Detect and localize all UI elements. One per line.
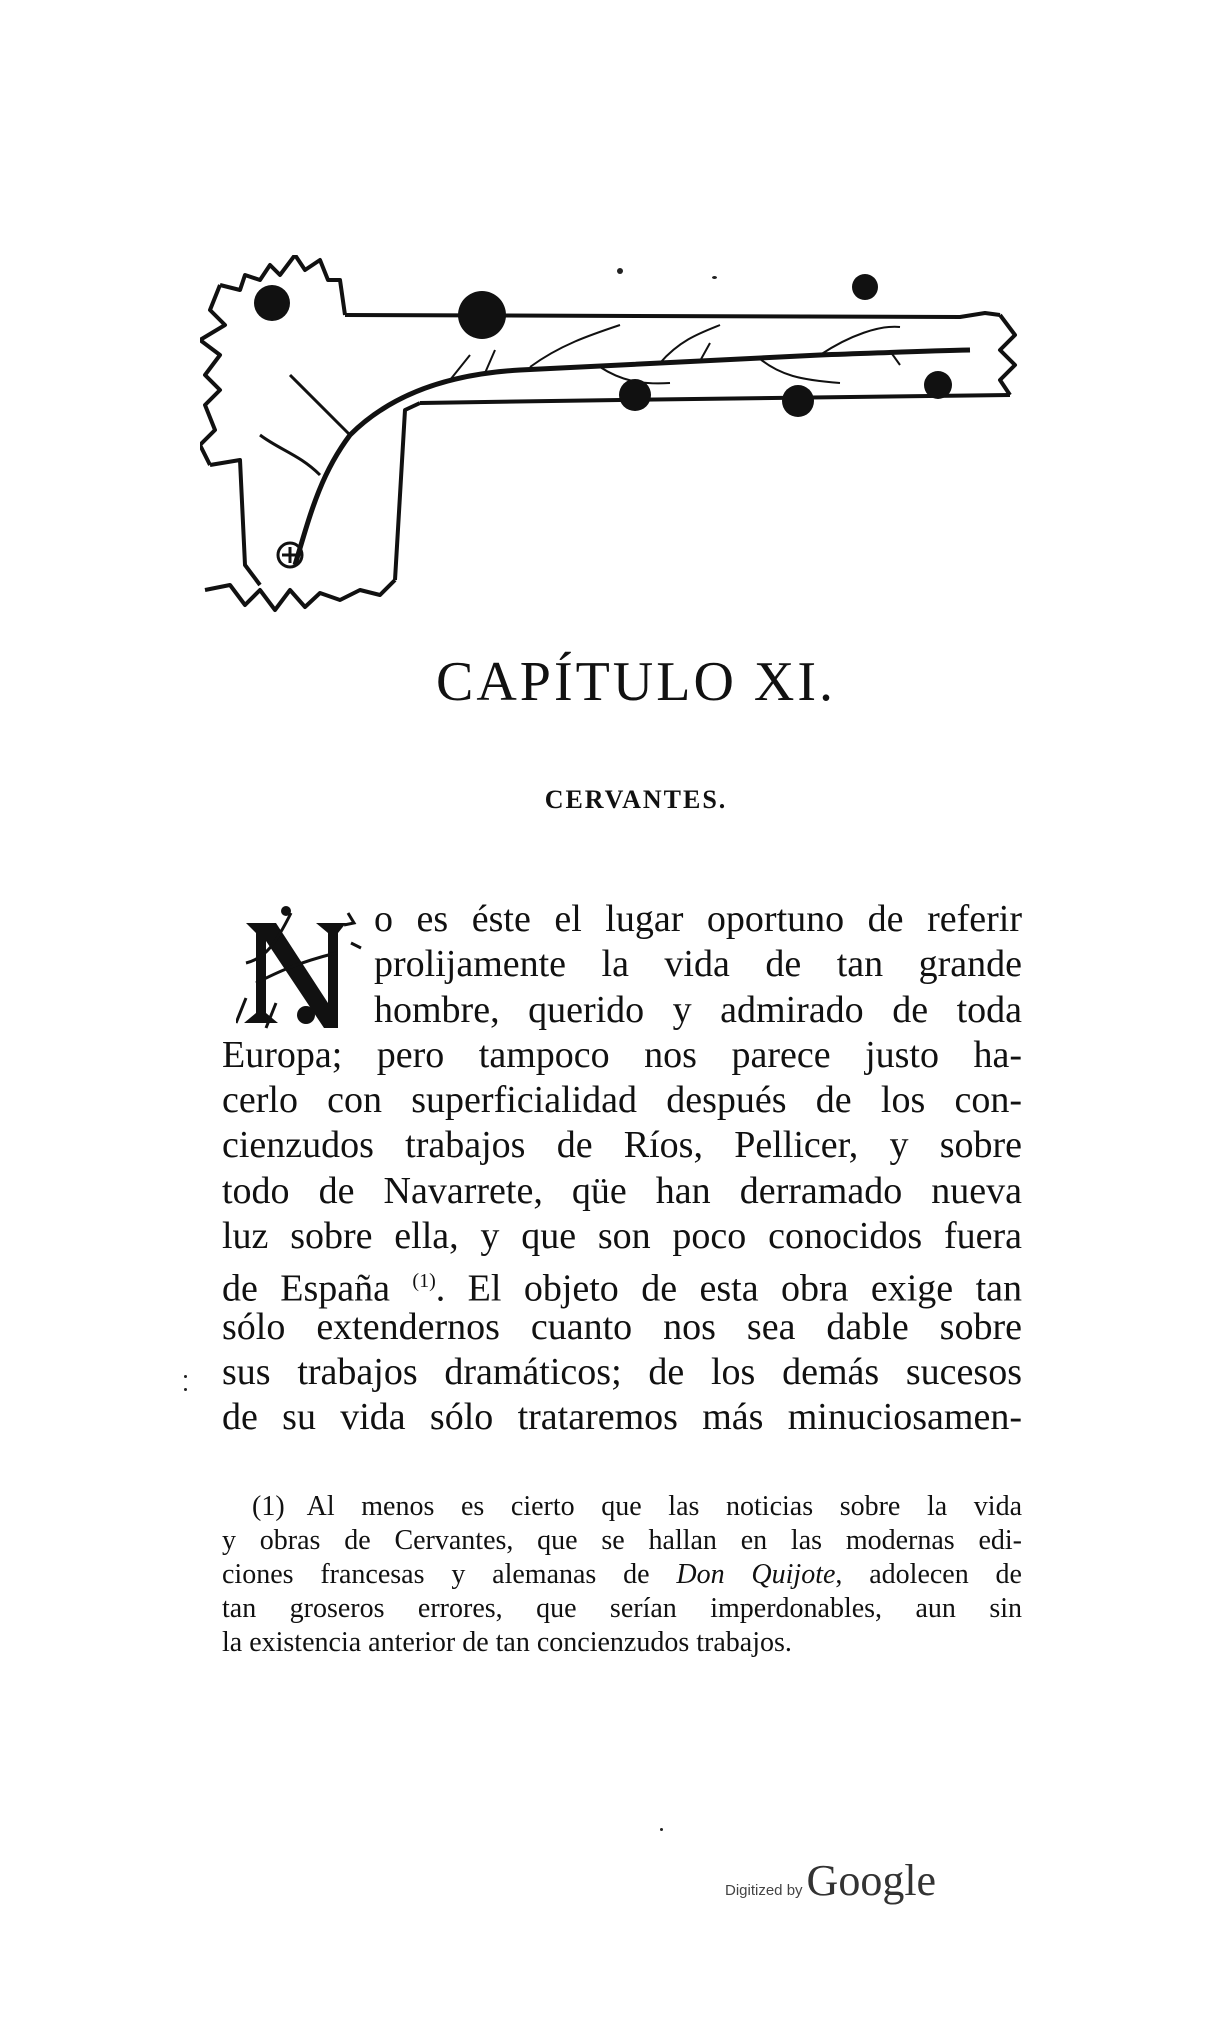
footnote-book-title: Don Quijote <box>676 1559 836 1590</box>
initial-letter-n-ornament <box>236 903 368 1035</box>
body-line-11: sus trabajos dramáticos; de los demás sucesos <box>222 1350 1022 1393</box>
body-line-3: hombre, querido y admirado de toda <box>374 988 1022 1031</box>
footnote-line-1 <box>222 1490 1022 1524</box>
footnote-line-3 <box>222 1558 1022 1592</box>
footnote-marker: (1) <box>252 1491 285 1522</box>
headpiece-ornament <box>200 255 1070 615</box>
body-line-12: de su vida sólo trataremos más minuciosamen- <box>222 1396 1022 1439</box>
scan-speck <box>712 276 717 279</box>
google-watermark <box>725 1855 936 1906</box>
scan-speck <box>184 1375 187 1378</box>
body-line-9-start: de España <box>222 1268 391 1311</box>
body-line-1: o es éste el lugar oportuno de referir <box>374 898 1022 940</box>
body-line-8: luz sobre ella, y que son poco conocidos fuera <box>222 1215 1022 1258</box>
chapter-title: CAPÍTULO XI. <box>436 651 836 713</box>
footnote-line-1-text: Al menos es cierto que las noticias sobre la vida <box>306 1491 1022 1522</box>
footnote-line-4: tan groseros errores, que serían imperdonables, aun sin <box>222 1593 1022 1624</box>
body-text <box>222 897 1022 1441</box>
footnote-reference[interactable]: (1) <box>412 1270 436 1293</box>
scan-speck <box>617 268 623 274</box>
body-line-9 <box>222 1259 1022 1311</box>
watermark-small-text: Digitized by <box>725 1882 803 1899</box>
footnote-line-3-end: , adolecen de <box>835 1559 1022 1590</box>
body-line-5: cerlo con superficialidad después de los con- <box>222 1079 1022 1122</box>
body-line-4: Europa; pero tampoco nos parece justo ha- <box>222 1033 1022 1076</box>
body-line-10: sólo extendernos cuanto nos sea dable sobre <box>222 1305 1022 1348</box>
body-line-9-end: . El objeto de esta obra exige tan <box>435 1268 1022 1311</box>
scan-speck <box>184 1388 187 1391</box>
footnote-line-2: y obras de Cervantes, que se hallan en las modernas edi- <box>222 1525 1022 1556</box>
footnote-line-3-start: ciones francesas y alemanas de <box>222 1559 677 1590</box>
scan-speck <box>660 1828 663 1831</box>
body-line-2: prolijamente la vida de tan grande <box>374 943 1022 986</box>
body-line-6: cienzudos trabajos de Ríos, Pellicer, y sobre <box>222 1124 1022 1167</box>
watermark-google-logo: Google <box>806 1856 937 1905</box>
footnote-line-5: la existencia anterior de tan concienzudos trabajos. <box>222 1627 792 1658</box>
footnote <box>222 1490 1022 1660</box>
body-line-7: todo de Navarrete, qüe han derramado nueva <box>222 1169 1022 1212</box>
section-title: CERVANTES. <box>544 785 728 814</box>
